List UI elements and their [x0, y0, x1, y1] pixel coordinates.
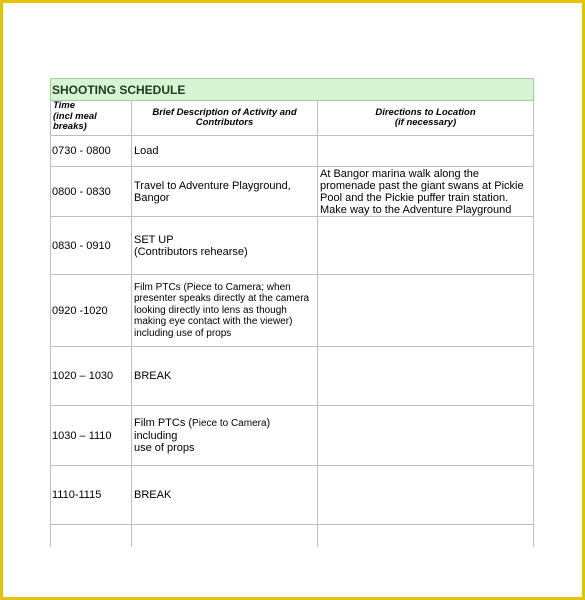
description-cell: [132, 275, 318, 347]
description-fragment: Film PTCs (: [134, 417, 193, 429]
table-row: [51, 275, 534, 347]
description-line: BREAK: [134, 489, 172, 501]
time-cell: 1110-1115: [51, 466, 132, 525]
description-line: Film PTCs (Piece to Camera; when: [134, 281, 291, 293]
directions-cell: [318, 167, 534, 217]
directions-line: At Bangor marina walk along the: [320, 167, 479, 180]
description-line: Load: [134, 145, 159, 157]
directions-cell: [318, 406, 534, 466]
directions-line: Pool and the Pickie puffer train station.: [320, 191, 509, 204]
time-cell: [51, 525, 132, 547]
table-row: [51, 136, 534, 167]
table-title-row: [51, 79, 534, 101]
directions-line: Make way to the Adventure Playground: [320, 203, 512, 216]
description-line: Travel to Adventure Playground,: [134, 179, 291, 192]
description-line: BREAK: [134, 370, 172, 382]
header-time-line: (incl meal: [53, 110, 97, 122]
description-cell: [132, 406, 318, 466]
directions-cell: [318, 347, 534, 406]
description-line: SET UP: [134, 233, 174, 246]
table-header-row: [51, 101, 534, 136]
description-line: looking directly into lens as though: [134, 304, 287, 316]
table-row: [51, 466, 534, 525]
table-row: [51, 217, 534, 275]
time-cell: 1030 – 1110: [51, 406, 132, 466]
header-time-line: Time: [53, 100, 76, 111]
description-line: use of props: [134, 442, 195, 454]
table-row: [51, 167, 534, 217]
directions-cell: [318, 525, 534, 547]
time-cell: 0800 - 0830: [51, 167, 132, 217]
table-row: [51, 525, 534, 547]
header-time-line: breaks): [53, 121, 87, 132]
time-cell: 1020 – 1030: [51, 347, 132, 406]
description-line: making eye contact with the viewer): [134, 316, 293, 328]
header-directions-line: (if necessary): [394, 117, 457, 128]
directions-cell: [318, 217, 534, 275]
time-cell: 0730 - 0800: [51, 136, 132, 167]
header-description: [132, 101, 318, 136]
description-cell: [132, 525, 318, 547]
directions-line: promenade past the giant swans at Pickie: [320, 179, 524, 192]
time-cell: 0830 - 0910: [51, 217, 132, 275]
description-line: (Contributors rehearse): [134, 245, 248, 258]
description-cell: [132, 466, 318, 525]
directions-cell: [318, 136, 534, 167]
description-fragment: ) including: [134, 417, 271, 442]
schedule-title: SHOOTING SCHEDULE: [51, 79, 534, 101]
description-cell: [132, 136, 318, 167]
header-description-line: Contributors: [195, 117, 254, 128]
directions-cell: [318, 466, 534, 525]
description-cell: [132, 347, 318, 406]
table-row: [51, 347, 534, 406]
description-line: [134, 417, 315, 442]
description-cell: [132, 167, 318, 217]
header-time: [51, 101, 132, 136]
directions-cell: [318, 275, 534, 347]
header-directions: [318, 101, 534, 136]
description-line: presenter speaks directly at the camera: [134, 293, 310, 305]
description-fragment: Piece to Camera: [192, 418, 267, 429]
time-cell: 0920 -1020: [51, 275, 132, 347]
description-cell: [132, 217, 318, 275]
description-line: including use of props: [134, 327, 232, 339]
table-row: [51, 406, 534, 466]
header-description-line: Brief Description of Activity and: [152, 106, 297, 118]
header-directions-line: Directions to Location: [375, 106, 476, 118]
shooting-schedule-table: [50, 78, 534, 547]
description-line: Bangor: [134, 191, 170, 204]
